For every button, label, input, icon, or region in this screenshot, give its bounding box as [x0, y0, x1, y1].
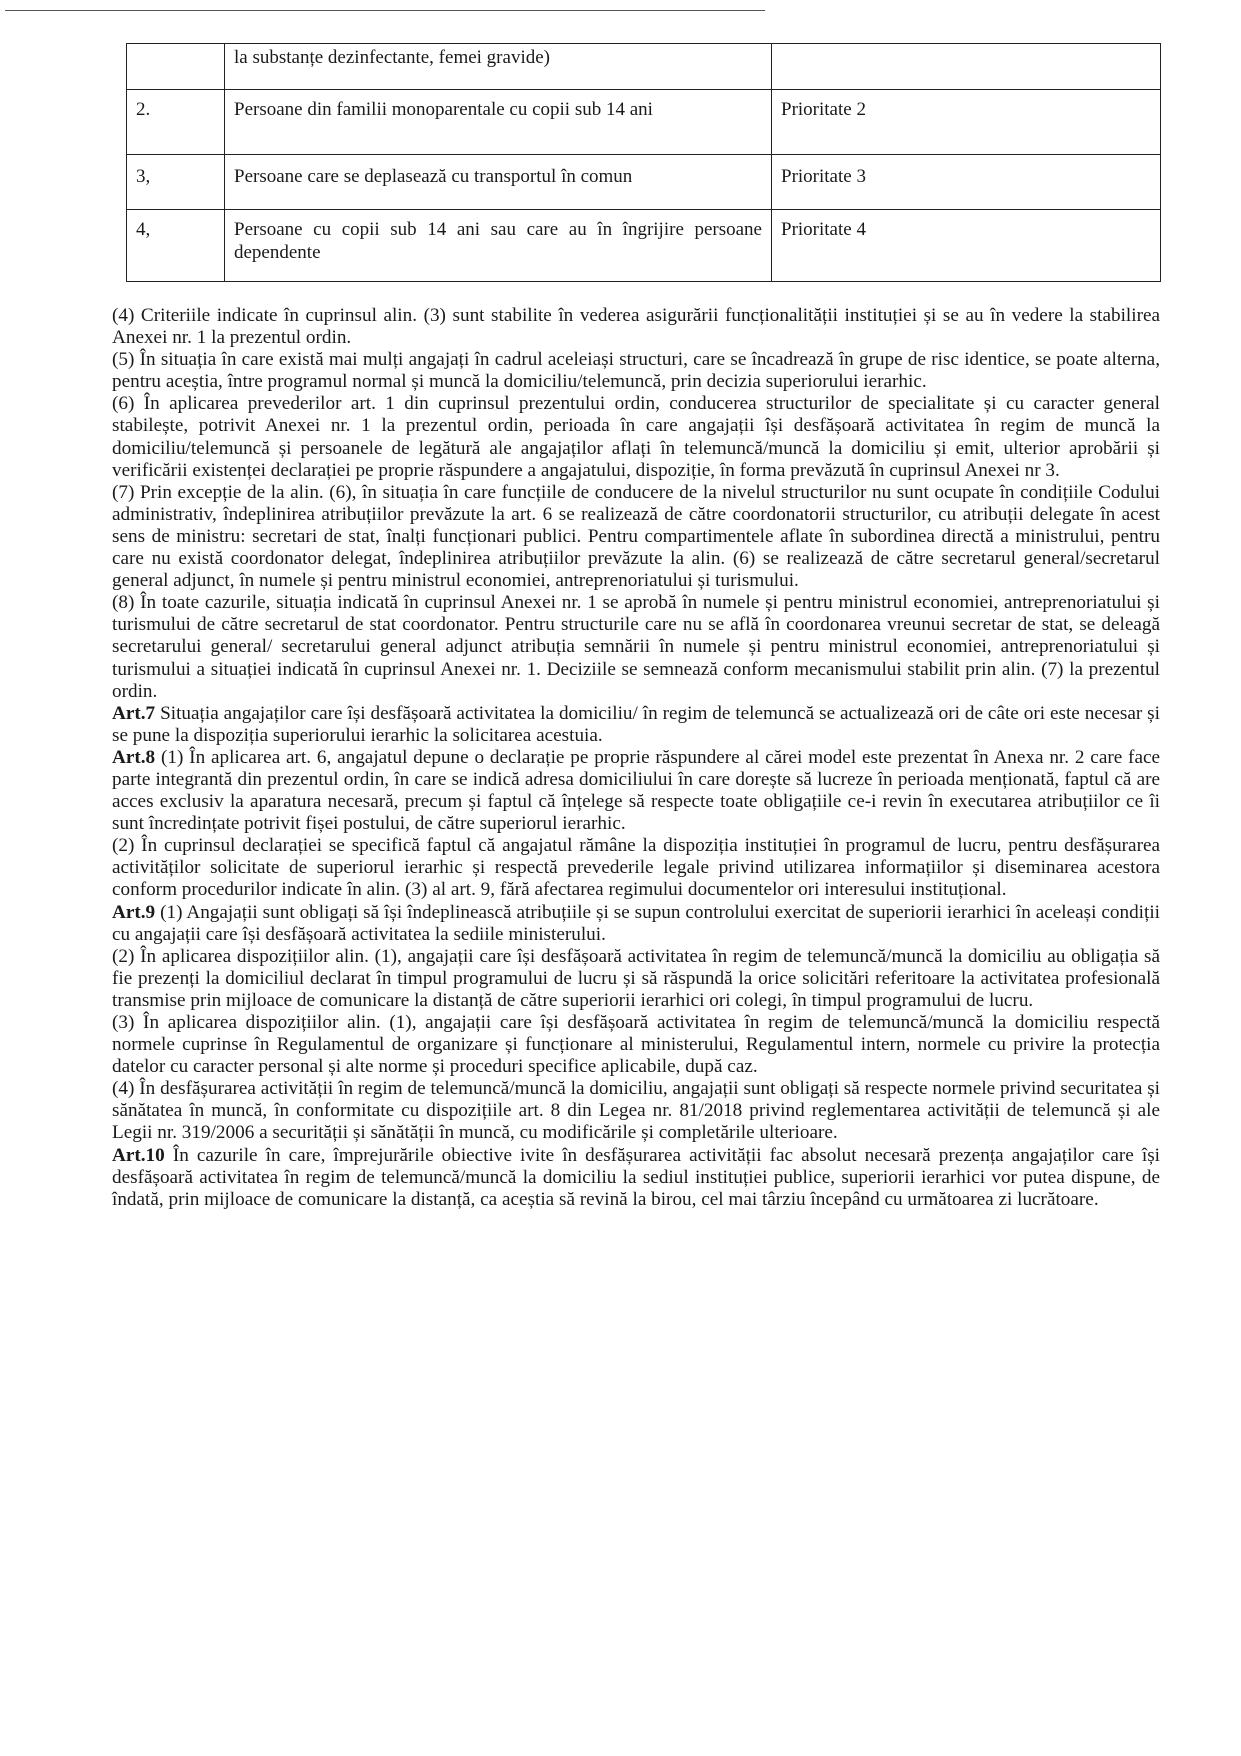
paragraph-art-7 [112, 703, 1160, 747]
paragraph-alin-4 [112, 305, 1160, 349]
paragraph-alin-8 [112, 592, 1160, 702]
paragraph-art-9-1 [112, 902, 1160, 946]
table-row [127, 155, 1161, 210]
article-label: Art.7 [112, 702, 156, 724]
paragraph-text: (4) Criteriile indicate în cuprinsul alin. (3) sunt stabilite în vederea asigurării funcționalității instituției și se au în vedere la stabilirea Anexei nr. 1 la prezentul ordin. [112, 305, 1160, 349]
row-priority: Prioritate 4 [772, 210, 1161, 282]
paragraph-text: (4) În desfășurarea activității în regim de telemuncă/muncă la domiciliu, angajații sunt obligați să respecte normele privind securitatea și sănătatea în muncă, în conformitate cu dispozițiile art. 8 din Legea nr. 81/2018 privind reglementarea activității de telemuncă și ale Legii nr. 319/2006 a securității și sănătății în muncă, cu modificările și completările ulterioare. [112, 1078, 1160, 1144]
paragraph-text: (2) În cuprinsul declarației se specifică faptul că angajatul rămâne la dispoziția instituției în programul de lucru, pentru desfășurarea activităților solicitate de superiorul ierarhic și respectă prevederile legale privind utilizarea informațiilor și diseminarea acestora conform procedurilor indicate în alin. (3) al art. 9, fără afectarea regimului documentelor ori interesului instituțional. [112, 835, 1160, 901]
priority-table [126, 43, 1161, 282]
row-number [127, 44, 225, 90]
row-category: la substanțe dezinfectante, femei gravide) [225, 44, 772, 90]
paragraph-text: Situația angajaților care își desfășoară activitatea la domiciliu/ în regim de telemuncă se actualizează ori de câte ori este necesar și se pune la dispoziția superiorului ierarhic la solicitarea acestuia. [112, 702, 1160, 746]
paragraph-text: (7) Prin excepție de la alin. (6), în situația în care funcțiile de conducere de la nivelul structurilor nu sunt ocupate în condițiile Codului administrativ, îndeplinirea atribuțiilor prevăzute la art. 6 se realizează de către coordonatorii structurilor, cu atribuții delegate în acest sens de ministru: secretari de stat, înalți funcționari publici. Pentru compartimentele aflate în subordinea directă a ministrului, pentru care nu există coordonator delegat, îndeplinirea atribuțiilor prevăzute la alin. (6) se realizează de către secretarul general/secretarul general adjunct, în numele și pentru ministrul economiei, antreprenoriatului și turismului. [112, 481, 1160, 592]
row-number: 3, [127, 155, 225, 210]
paragraph-text: (1) În aplicarea art. 6, angajatul depune o declarație pe proprie răspundere al cărei model este prezentat în Anexa nr. 2 care face parte integrantă din prezentul ordin, în care se indică adresa domiciliului în care dorește să lucreze în perioada menționată, faptul că are acces exclusiv la aparatura necesară, precum și faptul că înțelege să respecte toate obligațiile ce-i revin în executarea atribuțiilor ce îi sunt încredințate potrivit fișei postului, de către superiorul ierarhic. [112, 746, 1160, 835]
table-row [127, 210, 1161, 282]
paragraph-art-8-2 [112, 835, 1160, 901]
row-number: 2. [127, 90, 225, 155]
paragraph-art-9-4 [112, 1078, 1160, 1144]
row-priority: Prioritate 2 [772, 90, 1161, 155]
row-category: Persoane care se deplasează cu transportul în comun [225, 155, 772, 210]
paragraph-alin-7 [112, 482, 1160, 592]
paragraph-alin-6 [112, 393, 1160, 481]
paragraph-text: (1) Angajații sunt obligați să își îndeplinească atribuțiile și se supun controlului exercitat de superiorii ierarhici în aceleași condiții cu angajații care își desfășoară activitatea la sediile ministerului. [112, 901, 1160, 945]
paragraph-text: (2) În aplicarea dispozițiilor alin. (1), angajații care își desfășoară activitatea în regim de telemuncă/muncă la domiciliu au obligația să fie prezenți la domiciliul declarat în timpul programului de lucru și să răspundă la orice solicitări referitoare la activitatea profesională transmise prin mijloace de comunicare la distanță de către superiorii ierarhici ori colegi, în timpul programului de lucru. [112, 945, 1160, 1011]
article-label: Art.8 [112, 746, 156, 768]
table-row [127, 44, 1161, 90]
paragraph-alin-5 [112, 349, 1160, 393]
top-rule [5, 10, 765, 11]
article-label: Art.10 [112, 1144, 165, 1166]
paragraph-art-9-2 [112, 946, 1160, 1012]
article-label: Art.9 [112, 901, 156, 923]
row-number: 4, [127, 210, 225, 282]
paragraph-art-10 [112, 1145, 1160, 1211]
row-priority [772, 44, 1161, 90]
document-body [112, 305, 1160, 1211]
paragraph-text: (5) În situația în care există mai mulți angajați în cadrul aceleiași structuri, care se încadrează în grupe de risc identice, se poate alterna, pentru aceștia, între programul normal și muncă la domiciliu/telemuncă, prin decizia superiorului ierarhic. [112, 349, 1160, 393]
paragraph-text: (3) În aplicarea dispozițiilor alin. (1), angajații care își desfășoară activitatea în regim de telemuncă/muncă la domiciliu respectă normele cuprinse în Regulamentul de organizare și funcționare al ministerului, Regulamentul intern, normele cu privire la protecția datelor cu caracter personal și alte norme și proceduri specifice aplicabile, după caz. [112, 1012, 1160, 1078]
paragraph-text: (8) În toate cazurile, situația indicată în cuprinsul Anexei nr. 1 se aprobă în numele și pentru ministrul economiei, antreprenoriatului și turismului de către secretarul de stat coordonator. Pentru structurile care nu se află în coordonarea vreunui secretar de stat, se deleagă secretarului general/ secretarului general adjunct atribuția semnării în numele și pentru ministrul economiei, antreprenoriatului și turismului a situației indicată în cuprinsul Anexei nr. 1. Deciziile se semnează conform mecanismului stabilit prin alin. (7) la prezentul ordin. [112, 592, 1160, 702]
row-category: Persoane din familii monoparentale cu copii sub 14 ani [225, 90, 772, 155]
paragraph-art-9-3 [112, 1012, 1160, 1078]
row-priority: Prioritate 3 [772, 155, 1161, 210]
row-category: Persoane cu copii sub 14 ani sau care au în îngrijire persoane dependente [225, 210, 772, 282]
paragraph-art-8-1 [112, 747, 1160, 835]
table-row [127, 90, 1161, 155]
paragraph-text: În cazurile în care, împrejurările obiective ivite în desfășurarea activității fac absolut necesară prezența angajaților care își desfășoară activitatea în regim de telemuncă/muncă la domiciliu la sediul instituției publice, superiorii ierarhici vor putea dispune, de îndată, prin mijloace de comunicare la distanță, ca aceștia să revină la birou, cel mai târziu începând cu următoarea zi lucrătoare. [112, 1144, 1160, 1210]
paragraph-text: (6) În aplicarea prevederilor art. 1 din cuprinsul prezentului ordin, conducerea structurilor de specialitate și cu caracter general stabilește, potrivit Anexei nr. 1 la prezentul ordin, perioada în care angajații își desfășoară activitatea în regim de muncă la domiciliu/telemuncă și persoanele de legătură ale angajaților aflați în telemuncă/muncă la domiciliu și emit, ulterior aprobării și verificării existenței declarației pe proprie răspundere a angajatului, dispoziție, în forma prevăzută în cuprinsul Anexei nr 3. [112, 393, 1160, 481]
